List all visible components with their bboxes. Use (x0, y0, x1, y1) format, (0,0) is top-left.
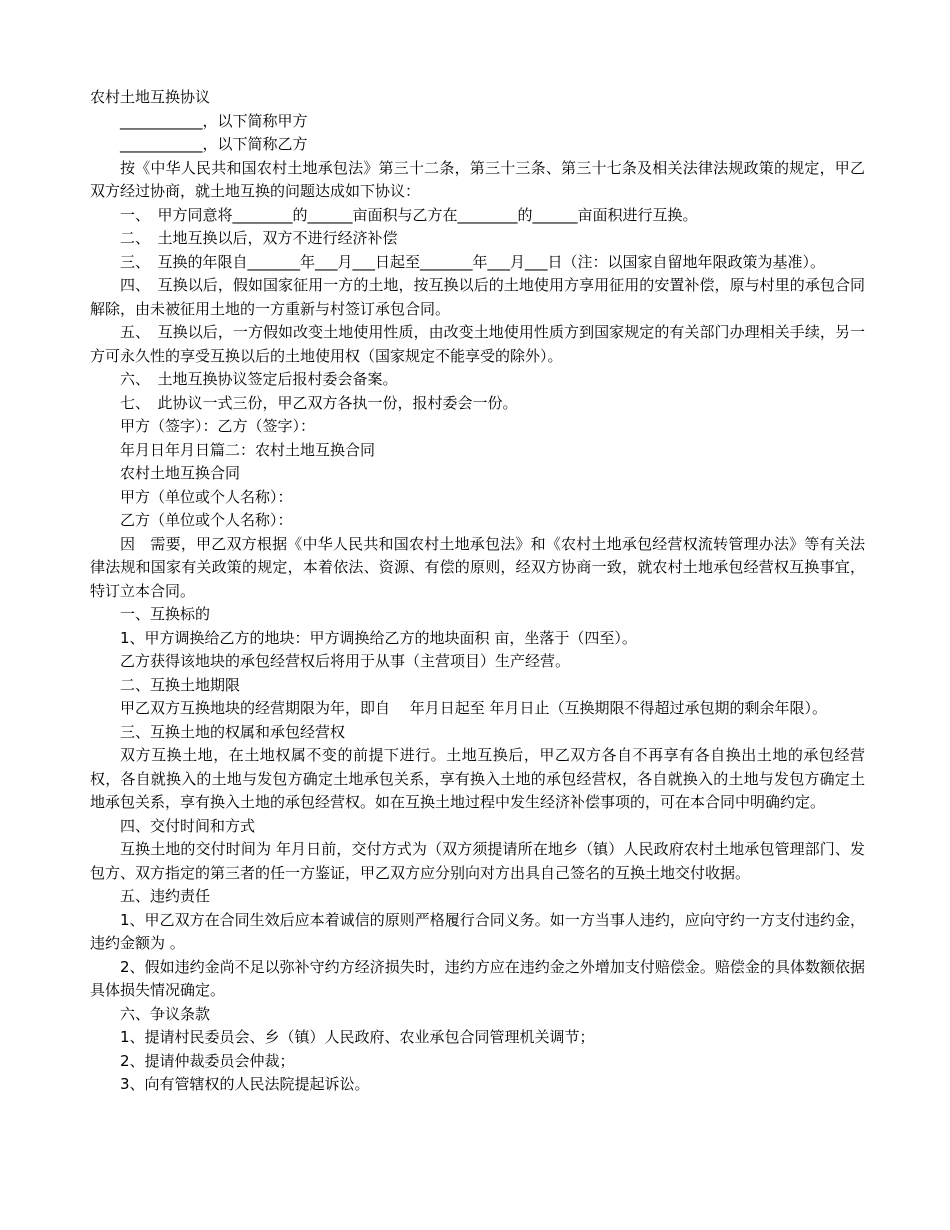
section-6-item-3: 3、向有管辖权的人民法院提起诉讼。 (120, 1075, 370, 1093)
section-4-paragraph-1: 互换土地的交付时间为 年月日前，交付方式为（双方须提请所在地乡（镇）人民政府农村土地承包管理部门、发包方、双方指定的第三者的任一方鉴证，甲乙双方应分别向对方出具自己签名的互换土地交付收据。 (90, 840, 865, 882)
clause-4: 四、 互换以后，假如国家征用一方的土地，按互换以后的土地使用方享用征用的安置补偿，原与村里的承包合同解除，由未被征用土地的一方重新与村签订承包合同。 (90, 276, 865, 318)
section-6-heading: 六、争议条款 (120, 1004, 211, 1023)
clause-2: 二、 土地互换以后，双方不进行经济补偿 (120, 229, 398, 247)
clause-6: 六、 土地互换协议签定后报村委会备案。 (120, 370, 398, 388)
party-a-line: ___________，以下简称甲方 (120, 111, 308, 130)
section-2-paragraph-1: 甲乙双方互换地块的经营期限为年，即自 年月日起至 年月日止（互换期限不得超过承包期的剩余年限）。 (120, 699, 828, 717)
section-5-paragraph-2: 2、假如违约金尚不足以弥补守约方经济损失时，违约方应在违约金之外增加支付赔偿金。赔偿金的具体数额依据具体损失情况确定。 (90, 957, 865, 999)
section-3-paragraph-1: 双方互换土地，在土地权属不变的前提下进行。土地互换后，甲乙双方各自不再享有各自换出土地的承包经营权，各自就换入的土地与发包方确定土地承包关系，享有换入土地的承包经营权，各自就换入的土地与发包方确定土地承包关系，享有换入土地的承包经营权。如在互换土地过程中发生经济补偿事项的，可在本合同中明确约定。 (90, 746, 865, 811)
section-6-item-1: 1、提请村民委员会、乡（镇）人民政府、农业承包合同管理机关调节； (120, 1028, 595, 1046)
section-6-item-2: 2、提请仲裁委员会仲裁； (120, 1051, 295, 1070)
section-3-heading: 三、互换土地的权属和承包经营权 (120, 722, 346, 741)
date-line: 年月日年月日篇二：农村土地互换合同 (120, 440, 376, 459)
section-4-heading: 四、交付时间和方式 (120, 816, 256, 835)
contract-intro: 因 需要，甲乙双方根据《中华人民共和国农村土地承包法》和《农村土地承包经营权流转管理办法》等有关法律法规和国家有关政策的规定，本着依法、资源、有偿的原则，经双方协商一致，就农村土地承包经营权互换事宜，特订立本合同。 (90, 534, 865, 600)
clause-1: 一、 甲方同意将________的______亩面积与乙方在________的______亩面积进行互换。 (120, 205, 698, 224)
contract-title: 农村土地互换合同 (120, 464, 241, 482)
section-1-heading: 一、互换标的 (120, 605, 211, 623)
party-b-line: ___________，以下简称乙方 (120, 135, 308, 153)
section-5-paragraph-1: 1、甲乙双方在合同生效后应本着诚信的原则严格履行合同义务。如一方当事人违约，应向守约一方支付违约金，违约金额为 。 (90, 910, 865, 952)
section-1-paragraph-1: 1、甲方调换给乙方的地块：甲方调换给乙方的地块面积 亩，坐落于（四至）。 (120, 628, 637, 647)
clause-3: 三、 互换的年限自_______年___月___日起至_______年___月___日（注：以国家自留地年限政策为基准）。 (120, 252, 826, 271)
intro-paragraph: 按《中华人民共和国农村土地承包法》第三十二条，第三十三条、第三十七条及相关法律法规政策的规定，甲乙双方经过协商，就土地互换的问题达成如下协议： (90, 158, 865, 200)
section-5-heading: 五、违约责任 (120, 887, 211, 905)
clause-5: 五、 互换以后，一方假如改变土地使用性质，由改变土地使用性质方到国家规定的有关部门办理相关手续，另一方可永久性的享受互换以后的土地使用权（国家规定不能享受的除外）。 (90, 323, 865, 365)
signature-line: 甲方（签字）：乙方（签字）： (120, 417, 316, 435)
contract-party-a: 甲方（单位或个人名称）： (120, 487, 293, 506)
section-1-paragraph-2: 乙方获得该地块的承包经营权后将用于从事（主营项目）生产经营。 (120, 652, 571, 670)
section-2-heading: 二、互换土地期限 (120, 675, 241, 694)
contract-party-b: 乙方（单位或个人名称）： (120, 511, 293, 529)
document-page (90, 86, 865, 1097)
document-title: 农村土地互换协议 (90, 88, 211, 106)
clause-7: 七、 此协议一式三份，甲乙双方各执一份，报村委会一份。 (120, 393, 518, 412)
